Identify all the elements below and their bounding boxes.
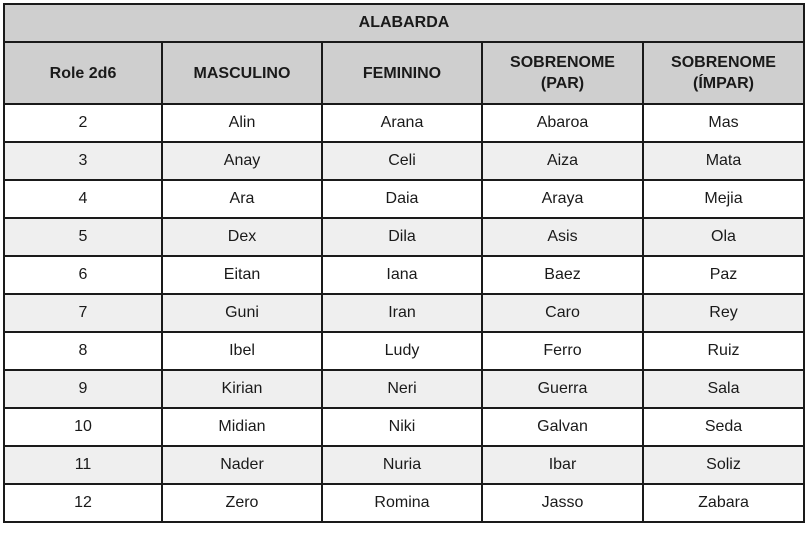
column-header-line1: MASCULINO bbox=[193, 64, 291, 82]
cell-roll: 3 bbox=[4, 142, 162, 180]
cell-feminine: Nuria bbox=[322, 446, 482, 484]
cell-feminine: Niki bbox=[322, 408, 482, 446]
cell-surname-odd: Sala bbox=[643, 370, 804, 408]
column-header-line1: Role 2d6 bbox=[49, 64, 117, 82]
cell-roll: 12 bbox=[4, 484, 162, 522]
cell-surname-odd: Mata bbox=[643, 142, 804, 180]
cell-feminine: Arana bbox=[322, 104, 482, 142]
cell-feminine: Ludy bbox=[322, 332, 482, 370]
table-title: ALABARDA bbox=[4, 4, 804, 42]
cell-surname-odd: Seda bbox=[643, 408, 804, 446]
table-body bbox=[4, 104, 804, 522]
cell-surname-odd: Ola bbox=[643, 218, 804, 256]
cell-feminine: Iran bbox=[322, 294, 482, 332]
table-row bbox=[4, 104, 804, 142]
cell-surname-even: Ferro bbox=[482, 332, 643, 370]
cell-surname-even: Ibar bbox=[482, 446, 643, 484]
column-header-feminine bbox=[322, 42, 482, 104]
cell-masculine: Anay bbox=[162, 142, 322, 180]
table-row bbox=[4, 370, 804, 408]
cell-roll: 11 bbox=[4, 446, 162, 484]
column-header-roll bbox=[4, 42, 162, 104]
table-row bbox=[4, 142, 804, 180]
column-header-line2: (PAR) bbox=[540, 75, 585, 92]
cell-surname-even: Abaroa bbox=[482, 104, 643, 142]
cell-feminine: Daia bbox=[322, 180, 482, 218]
table-row bbox=[4, 256, 804, 294]
cell-masculine: Kirian bbox=[162, 370, 322, 408]
cell-surname-even: Asis bbox=[482, 218, 643, 256]
table-row bbox=[4, 484, 804, 522]
cell-roll: 5 bbox=[4, 218, 162, 256]
cell-feminine: Iana bbox=[322, 256, 482, 294]
table-row bbox=[4, 294, 804, 332]
cell-masculine: Midian bbox=[162, 408, 322, 446]
cell-roll: 6 bbox=[4, 256, 162, 294]
cell-surname-even: Baez bbox=[482, 256, 643, 294]
table-row bbox=[4, 332, 804, 370]
cell-surname-even: Jasso bbox=[482, 484, 643, 522]
cell-masculine: Ara bbox=[162, 180, 322, 218]
column-header-masculine bbox=[162, 42, 322, 104]
column-header-line1: SOBRENOME bbox=[510, 54, 615, 71]
cell-surname-odd: Mejia bbox=[643, 180, 804, 218]
cell-surname-even: Araya bbox=[482, 180, 643, 218]
cell-surname-even: Guerra bbox=[482, 370, 643, 408]
cell-masculine: Zero bbox=[162, 484, 322, 522]
table-row bbox=[4, 218, 804, 256]
cell-masculine: Eitan bbox=[162, 256, 322, 294]
cell-surname-even: Caro bbox=[482, 294, 643, 332]
cell-masculine: Ibel bbox=[162, 332, 322, 370]
cell-roll: 10 bbox=[4, 408, 162, 446]
column-header-line2: (ÍMPAR) bbox=[692, 75, 755, 92]
name-table-container bbox=[3, 3, 803, 523]
cell-masculine: Nader bbox=[162, 446, 322, 484]
cell-surname-odd: Mas bbox=[643, 104, 804, 142]
cell-surname-even: Aiza bbox=[482, 142, 643, 180]
table-row bbox=[4, 408, 804, 446]
cell-surname-even: Galvan bbox=[482, 408, 643, 446]
column-header-line1: FEMININO bbox=[362, 64, 442, 82]
cell-surname-odd: Ruiz bbox=[643, 332, 804, 370]
cell-roll: 4 bbox=[4, 180, 162, 218]
cell-surname-odd: Paz bbox=[643, 256, 804, 294]
cell-surname-odd: Rey bbox=[643, 294, 804, 332]
cell-roll: 9 bbox=[4, 370, 162, 408]
cell-surname-odd: Zabara bbox=[643, 484, 804, 522]
cell-feminine: Celi bbox=[322, 142, 482, 180]
name-table bbox=[3, 3, 805, 523]
cell-feminine: Romina bbox=[322, 484, 482, 522]
cell-feminine: Neri bbox=[322, 370, 482, 408]
cell-roll: 2 bbox=[4, 104, 162, 142]
cell-roll: 8 bbox=[4, 332, 162, 370]
cell-feminine: Dila bbox=[322, 218, 482, 256]
column-header-surname-even bbox=[482, 42, 643, 104]
cell-roll: 7 bbox=[4, 294, 162, 332]
column-header-line1: SOBRENOME bbox=[671, 54, 776, 71]
column-header-row bbox=[4, 42, 804, 104]
table-row bbox=[4, 446, 804, 484]
cell-masculine: Guni bbox=[162, 294, 322, 332]
cell-masculine: Dex bbox=[162, 218, 322, 256]
column-header-surname-odd bbox=[643, 42, 804, 104]
cell-masculine: Alin bbox=[162, 104, 322, 142]
table-title-row bbox=[4, 4, 804, 42]
cell-surname-odd: Soliz bbox=[643, 446, 804, 484]
table-row bbox=[4, 180, 804, 218]
